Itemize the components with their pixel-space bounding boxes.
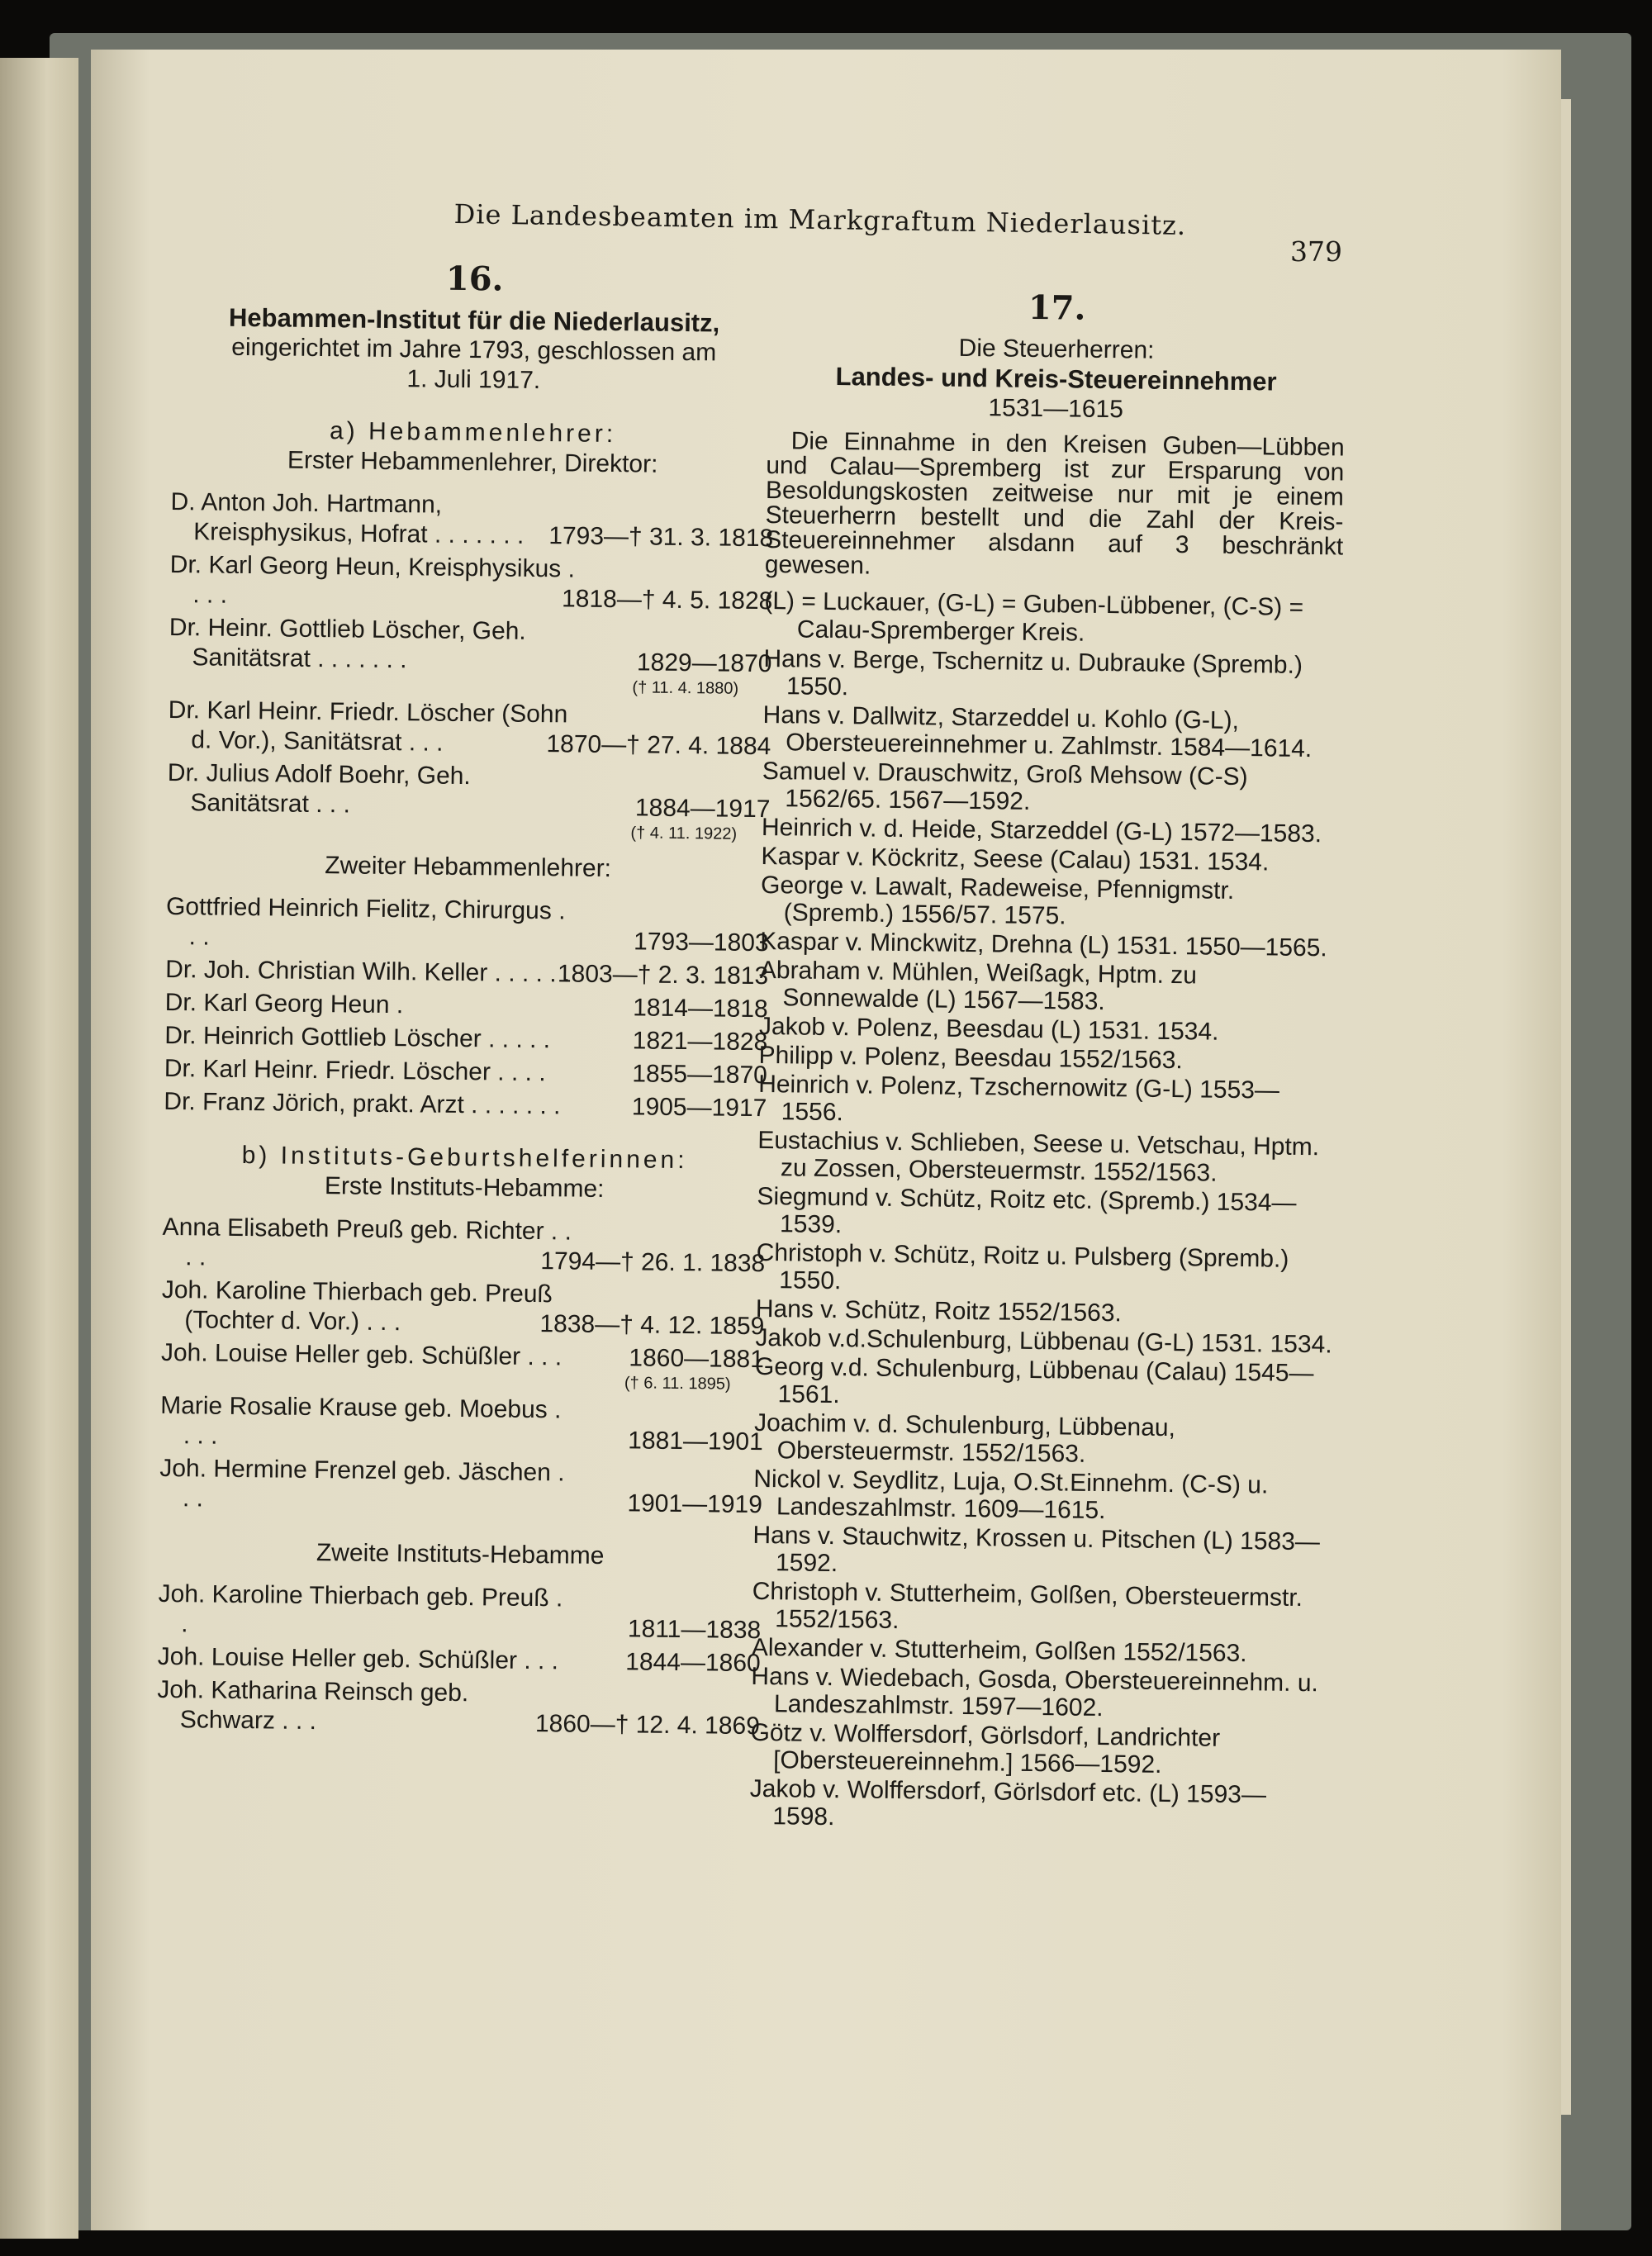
section-subtitle: eingerichtet im Jahre 1793, geschlossen am — [231, 333, 717, 367]
list-item: Philipp v. Polenz, Beesdau 1552/1563. — [758, 1041, 1183, 1075]
death-note: († 6. 11. 1895) — [624, 1374, 731, 1394]
list-item: Götz v. Wolffersdorf, Görlsdorf, Landrichter [Obersteuereinnehm.] 1566—1592. — [750, 1718, 1221, 1779]
list-item: Joh. Hermine Frenzel geb. Jäschen . . . 1901—1919 — [159, 1454, 763, 1519]
subheading-first-midwife: Erste Instituts-Hebamme: — [324, 1172, 605, 1203]
list-item: Gottfried Heinrich Fielitz, Chirurgus . . . 1793—1803 — [165, 892, 769, 957]
list-item: Hans v. Wiedebach, Gosda, Obersteuereinnehm. u. Landeszahlmstr. 1597—1602. — [751, 1662, 1319, 1722]
death-note: († 4. 11. 1922) — [630, 824, 738, 843]
intro-paragraph: Die Einnahme in den Kreisen Guben—Lübben und Calau—Spremberg ist zur Ersparung von Besoldungskosten zeitweise nur mit je einem Steuerherrn bestellt und die Zahl der Kreis-Steuereinnehmer alsdann auf 3 beschränkt gewesen. — [764, 427, 1345, 580]
subheading-first-teacher: Erster Hebammenlehrer, Direktor: — [287, 446, 658, 478]
list-item: Siegmund v. Schütz, Roitz etc. (Spremb.) 1534—1539. — [757, 1182, 1297, 1239]
section-title-1: Die Steuerherren: — [958, 334, 1155, 364]
list-item: Alexander v. Stutterheim, Golßen 1552/1563. — [751, 1633, 1247, 1668]
list-item: Christoph v. Stutterheim, Golßen, Obersteuermstr. 1552/1563. — [752, 1577, 1303, 1635]
list-item: Anna Elisabeth Preuß geb. Richter . . . . 1794—† 26. 1. 1838 — [162, 1213, 766, 1278]
list-item: Jakob v. Wolffersdorf, Görlsdorf etc. (L) 1593—1598. — [749, 1774, 1267, 1831]
page-edge — [1561, 99, 1571, 2115]
list-item: Dr. Karl Heinr. Friedr. Löscher . . . . 1855—1870 — [164, 1054, 767, 1090]
list-item: George v. Lawalt, Radeweise, Pfennigmstr. (Spremb.) 1556/57. 1575. — [760, 871, 1235, 930]
section-subtitle-date: 1. Juli 1917. — [406, 365, 541, 395]
subheading-b: b) Instituts-Geburtshelferinnen: — [241, 1142, 688, 1175]
page-number: 379 — [1290, 235, 1342, 268]
list-item: Dr. Joh. Christian Wilh. Keller . . . . . . 1803—† 2. 3. 1813 — [165, 955, 769, 990]
section-years: 1531—1615 — [988, 394, 1124, 424]
subheading-second-teacher: Zweiter Hebammenlehrer: — [325, 852, 612, 883]
list-item: Hans v. Dallwitz, Starzeddel u. Kohlo (G-L), Obersteuereinnehmer u. Zahlmstr. 1584—1614. — [762, 701, 1313, 763]
list-item: Heinrich v. Polenz, Tzschernowitz (G-L) 1553—1556. — [757, 1070, 1280, 1127]
death-note: († 11. 4. 1880) — [632, 678, 739, 698]
running-head: Die Landesbeamten im Markgraftum Niederlausitz. — [453, 198, 1187, 241]
list-item: Joh. Louise Heller geb. Schüßler . . . 1844—1860 — [157, 1642, 761, 1678]
abbreviation-legend: (L) = Luckauer, (G-L) = Guben-Lübbener, (C-S) = Calau-Spremberger Kreis. — [764, 587, 1304, 647]
list-item: Hans v. Schütz, Roitz 1552/1563. — [755, 1294, 1123, 1327]
subheading-second-midwife: Zweite Instituts-Hebamme — [316, 1539, 605, 1570]
list-item: Samuel v. Drauschwitz, Groß Mehsow (C-S) 1562/65. 1567—1592. — [762, 757, 1248, 815]
list-item: Joh. Karoline Thierbach geb. Preuß . . 1811—1838 — [158, 1579, 762, 1645]
list-item: Heinrich v. d. Heide, Starzeddel (G-L) 1572—1583. — [761, 813, 1322, 848]
list-item: Jakob v. Polenz, Beesdau (L) 1531. 1534. — [758, 1012, 1219, 1046]
list-item: Kaspar v. Minckwitz, Drehna (L) 1531. 1550—1565. — [760, 927, 1327, 962]
list-item: Marie Rosalie Krause geb. Moebus . . . . 1881—1901 — [160, 1391, 763, 1456]
list-item: Dr. Julius Adolf Boehr, Geh. Sanitätsrat . . . 1884—1917 — [167, 758, 771, 824]
list-item: Dr. Karl Georg Heun, Kreisphysikus . . . . 1818—† 4. 5. 1828 — [169, 550, 773, 615]
list-item: Eustachius v. Schlieben, Seese u. Vetschau, Hptm. zu Zossen, Obersteuermstr. 1552/1563. — [757, 1126, 1320, 1187]
list-item: Dr. Karl Heinr. Friedr. Löscher (Sohn d. Vor.), Sanitätsrat . . . 1870—† 27. 4. 1884 — [168, 696, 771, 761]
list-item: Joachim v. d. Schulenburg, Lübbenau, Obersteuermstr. 1552/1563. — [753, 1408, 1176, 1468]
subheading-a: a) Hebammenlehrer: — [329, 417, 617, 449]
previous-page-edge — [0, 58, 78, 2239]
list-item: Hans v. Stauchwitz, Krossen u. Pitschen (L) 1583—1592. — [752, 1521, 1321, 1578]
section-title-2: Landes- und Kreis-Steuereinnehmer — [835, 362, 1277, 397]
list-item: Abraham v. Mühlen, Weißagk, Hptm. zu Sonnewalde (L) 1567—1583. — [759, 956, 1198, 1016]
left-column — [157, 256, 776, 1741]
tax-collector-list — [749, 645, 1341, 1836]
section-number-16: 16. — [445, 259, 504, 299]
list-item: Christoph v. Schütz, Roitz u. Pulsberg (Spremb.) 1550. — [756, 1238, 1289, 1295]
list-item: Hans v. Berge, Tschernitz u. Dubrauke (Spremb.) 1550. — [763, 644, 1303, 701]
list-item: D. Anton Joh. Hartmann, Kreisphysikus, Hofrat . . . . . . . 1793—† 31. 3. 1818 — [170, 487, 774, 553]
list-item: Dr. Karl Georg Heun . 1814—1818 — [164, 988, 768, 1024]
list-item: Dr. Heinr. Gottlieb Löscher, Geh. Sanitätsrat . . . . . . . 1829—1870 — [169, 613, 772, 678]
list-item: Joh. Louise Heller geb. Schüßler . . . 1860—1881 — [160, 1338, 765, 1374]
list-item: Joh. Katharina Reinsch geb. Schwarz . . . 1860—† 12. 4. 1869 — [157, 1675, 761, 1741]
list-item: Dr. Franz Jörich, prakt. Arzt . . . . . . . 1905—1917 — [164, 1087, 767, 1123]
list-item: Nickol v. Seydlitz, Luja, O.St.Einnehm. (C-S) u. Landeszahlmstr. 1609—1615. — [753, 1465, 1269, 1525]
list-item: Georg v.d. Schulenburg, Lübbenau (Calau) 1545—1561. — [754, 1352, 1314, 1409]
list-item: Jakob v.d.Schulenburg, Lübbenau (G-L) 1531. 1534. — [755, 1323, 1332, 1359]
list-item: Joh. Karoline Thierbach geb. Preuß (Tochter d. Vor.) . . . 1838—† 4. 12. 1859 — [161, 1275, 765, 1341]
list-item: Dr. Heinrich Gottlieb Löscher . . . . . 1821—1828 — [164, 1021, 768, 1057]
section-title: Hebammen-Institut für die Niederlausitz, — [228, 302, 720, 338]
list-item: Kaspar v. Köckritz, Seese (Calau) 1531. 1534. — [761, 842, 1270, 876]
section-number-17: 17. — [1028, 287, 1086, 328]
right-column — [749, 285, 1346, 1836]
